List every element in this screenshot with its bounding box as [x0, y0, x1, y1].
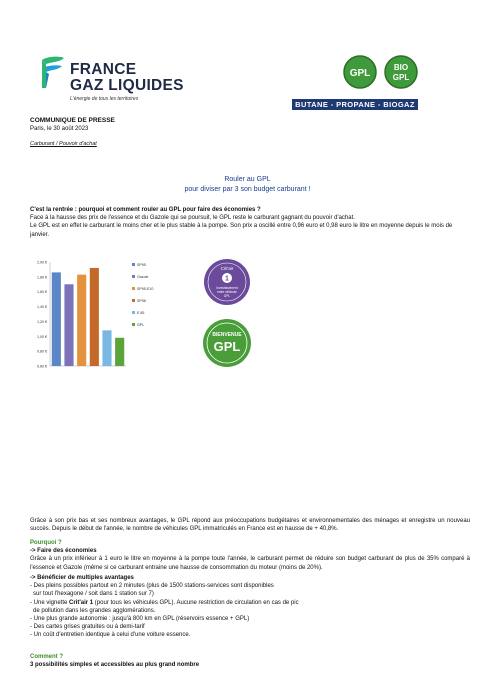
- intro-line2: Le GPL est en effet le carburant le moins cher et le plus stable à la pompe. Son prix a oscillé entre 0,96 euro et 0,98 euro le litre en moyenne depuis le mois de janvier.: [30, 223, 453, 238]
- bio-badge-top: BIO: [393, 63, 409, 72]
- savings-text: Grâce à un prix inférieur à 1 euro le litre en moyenne à la pompe toute l'année, le carburant permet de réduire son budget carburant de plus de 35% comparé à l'essence et Gazole (même si ce carburant entraine une hausse de consommation du moteur (moins de 20%).: [30, 556, 470, 571]
- legend-label: SP98: [137, 299, 146, 303]
- critair-label: Crit'air: [220, 266, 234, 271]
- benefit-2a-post: (pour tous les véhicules GPL). Aucune restriction de circulation en cas de pic: [93, 599, 299, 606]
- why-heading: Pourquoi ?: [30, 540, 62, 546]
- y-tick-label: 1,40 €: [37, 305, 47, 310]
- legend-label: SP95-E10: [137, 287, 154, 291]
- how-section: [30, 653, 470, 669]
- benefit-1b: sur tout l'hexagone / soit dans 1 station sur 7): [33, 591, 154, 598]
- brand-tagline: L'énergie de tous les territoires: [70, 96, 139, 102]
- legend-swatch: [132, 263, 135, 266]
- benefit-1a: - Des pleins possibles partout en 2 minutes (plus de 1500 stations-services sont disponibles: [30, 583, 274, 590]
- critair-number: 1: [225, 275, 229, 283]
- gpl-badges: [343, 54, 419, 90]
- legend-label: E 85: [137, 311, 145, 315]
- legend-swatch: [132, 287, 135, 290]
- press-release-title: COMMUNIQUE DE PRESSE: [30, 117, 115, 124]
- press-date: Paris, le 30 août 2023: [30, 126, 89, 132]
- intro-block: [30, 206, 470, 239]
- critair-text1: Investissement: [216, 286, 238, 290]
- benefit-2a: [30, 599, 470, 607]
- legend-swatch: [132, 311, 135, 314]
- how-text: 3 possibilités simples et accessibles au plus grand nombre: [30, 662, 200, 669]
- brand-name-line1: FRANCE: [70, 61, 137, 78]
- legend-swatch: [132, 323, 135, 326]
- benefit-5: - Un coût d'entretien identique à celui d'une voiture essence.: [30, 632, 191, 639]
- critair-seal-icon: [203, 258, 251, 306]
- flame-logo-icon: [38, 56, 66, 90]
- bienvenue-gpl-label: GPL: [213, 339, 241, 354]
- bar-gpl: [115, 338, 124, 366]
- headline-line1: Rouler au GPL: [224, 176, 271, 183]
- why-section: [30, 539, 470, 572]
- y-tick-label: 0,80 €: [37, 349, 47, 354]
- summary-paragraph: Grâce à son prix bas et ses nombreux avantages, le GPL répond aux préoccupations budgétaires et environnementales des ménages et enregistre un nouveau succès. Depuis le début de l'année, le nombre de véhicules GPL immatriculés en France est en hausse de + 40,8%.: [30, 518, 470, 533]
- bienvenue-gpl-seal-icon: [202, 318, 252, 368]
- headline: [0, 175, 495, 195]
- y-tick-label: 1,60 €: [37, 290, 47, 295]
- bar-sp98: [90, 268, 99, 366]
- benefit-3: - Une plus grande autonomie : jusqu'à 800 km en GPL (réservoirs essence + GPL): [30, 616, 250, 623]
- gpl-badge-label: GPL: [349, 68, 371, 79]
- benefits-section: [30, 574, 470, 640]
- bar-sp95-e10: [77, 275, 86, 366]
- savings-heading: -> Faire des économies: [30, 548, 97, 555]
- intro-question: C'est la rentrée : pourquoi et comment rouler au GPL pour faire des économies ?: [30, 207, 261, 213]
- legend-swatch: [132, 275, 135, 278]
- benefit-2a-bold: Crit'air 1: [69, 599, 94, 606]
- press-category: Carburant / Pouvoir d'achat: [30, 141, 97, 147]
- intro-line1: Face à la hausse des prix de l'essence et du Gazole qui se poursuit, le GPL reste le carburant gagnant du pouvoir d'achat.: [30, 215, 355, 222]
- legend-swatch: [132, 299, 135, 302]
- critair-text2: entre véhicule: [217, 290, 237, 294]
- fuel-price-chart: [28, 254, 168, 374]
- y-tick-label: 1,00 €: [37, 334, 47, 339]
- bio-badge-bottom: GPL: [392, 73, 410, 82]
- legend-label: Gazole: [137, 275, 149, 279]
- legend-label: GPL: [137, 323, 145, 327]
- brand-name-line2: GAZ LIQUIDES: [70, 77, 184, 94]
- benefit-2b: de pollution dans les grandes agglomérations.: [33, 607, 156, 614]
- legend-label: SP95: [137, 263, 146, 267]
- benefits-heading: -> Bénéficier de multiples avantages: [30, 575, 134, 581]
- benefit-4: - Des cartes grises gratuites ou à demi-tarif: [30, 624, 145, 631]
- bio-gpl-badge-icon: [385, 56, 417, 88]
- critair-text3: GPL: [223, 294, 231, 298]
- bienvenue-label: BIENVENUE: [212, 332, 242, 338]
- bar-e-85: [102, 330, 111, 366]
- bar-gazole: [64, 284, 73, 366]
- y-tick-label: 1,80 €: [37, 275, 47, 280]
- gas-types-banner: BUTANE - PROPANE - BIOGAZ: [292, 99, 418, 110]
- bar-sp95: [52, 272, 61, 366]
- how-heading: Comment ?: [30, 654, 63, 660]
- y-tick-label: 1,20 €: [37, 319, 47, 324]
- y-tick-label: 0,60 €: [37, 364, 47, 369]
- y-tick-label: 2,00 €: [37, 260, 47, 265]
- benefit-2a-pre: - Une vignette: [30, 599, 70, 606]
- headline-line2: pour diviser par 3 son budget carburant !: [184, 186, 311, 193]
